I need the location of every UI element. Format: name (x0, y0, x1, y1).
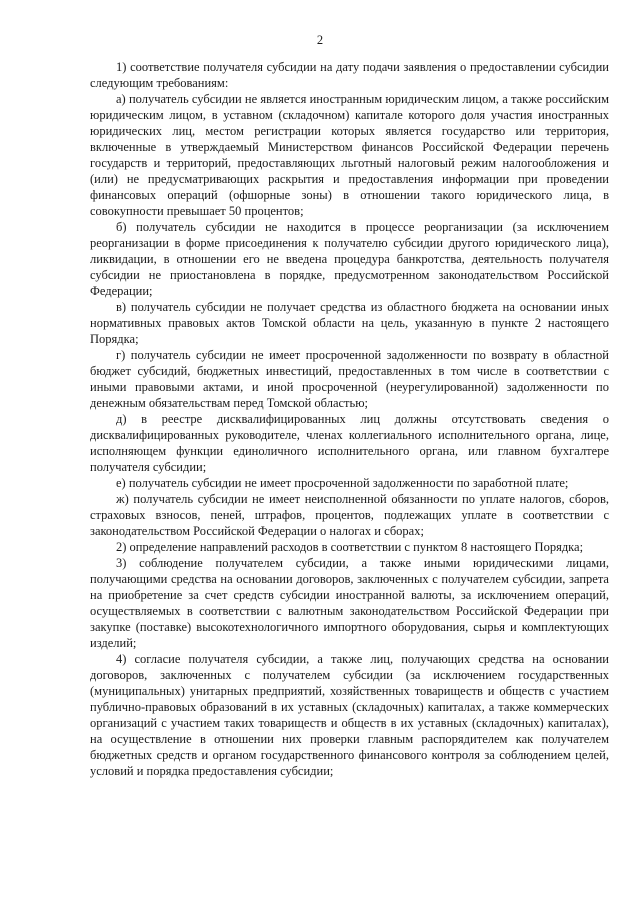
paragraph-1v: в) получатель субсидии не получает средства из областного бюджета на основании иных нормативных правовых актов Томской области на цель, указанную в пункте 2 настоящего Порядка; (90, 300, 609, 346)
paragraph-3: 3) соблюдение получателем субсидии, а также иными юридическими лицами, получающими средства на основании договоров, заключенных с получателем субсидии, запрета на приобретение за счет средств субсидии иностранной валюты, за исключением операций, осуществляемых в соответствии с валютным законодательством Российской Федерации при закупке (поставке) высокотехнологичного импортного оборудования, сырья и комплектующих изделий; (90, 556, 609, 650)
paragraph-1e: е) получатель субсидии не имеет просроченной задолженности по заработной плате; (116, 476, 569, 490)
paragraph-1b: б) получатель субсидии не находится в процессе реорганизации (за исключением реорганизации в форме присоединения к получателю субсидии другого юридического лица), ликвидации, в отношении его не введена процедура банкротства, деятельность получателя субсидии не приостановлена в порядке, предусмотренном законодательством Российской Федерации; (90, 220, 609, 298)
paragraph-2: 2) определение направлений расходов в соответствии с пунктом 8 настоящего Порядка; (116, 540, 584, 554)
paragraph-4: 4) согласие получателя субсидии, а также лиц, получающих средства на основании договоров, заключенных с получателем субсидии (за исключением государственных (муниципальных) унитарных предприятий, хозяйственных товариществ и обществ с участием публично-правовых образований в их уставных (складочных) капиталах, а также коммерческих организаций с участием таких товариществ и обществ в их уставных (складочных) капиталах), на осуществление в отношении них проверки главным распорядителем как получателем бюджетных средств и органом государственного финансового контроля за соблюдением целей, условий и порядка предоставления субсидии; (90, 652, 609, 778)
page-number: 2 (316, 33, 324, 47)
paragraph-1d: д) в реестре дисквалифицированных лиц должны отсутствовать сведения о дисквалифицированных руководителе, членах коллегиального исполнительного органа, лице, исполняющем функции единоличного исполнительного органа, или главном бухгалтере получателя субсидии; (90, 412, 609, 474)
paragraph-1a: а) получатель субсидии не является иностранным юридическим лицом, а также российским юридическим лицом, в уставном (складочном) капитале которого доля участия иностранных юридических лиц, местом регистрации которых является государство или территория, включенные в утверждаемый Министерством финансов Российской Федерации перечень государств и территорий, предоставляющих льготный налоговый режим налогообложения и (или) не предусматривающих раскрытия и предоставления информации при проведении финансовых операций (офшорные зоны) в отношении такого юридического лица, в совокупности превышает 50 процентов; (90, 92, 609, 218)
document-body (90, 59, 609, 779)
paragraph-1: 1) соответствие получателя субсидии на дату подачи заявления о предоставлении субсидии следующим требованиям: (90, 60, 609, 90)
paragraph-1g: г) получатель субсидии не имеет просроченной задолженности по возврату в областной бюджет субсидий, бюджетных инвестиций, предоставленных в том числе в соответствии с иными правовыми актами, и иной просроченной (неурегулированной) задолженности по денежным обязательствам перед Томской областью; (90, 348, 609, 410)
paragraph-1zh: ж) получатель субсидии не имеет неисполненной обязанности по уплате налогов, сборов, страховых взносов, пеней, штрафов, процентов, подлежащих уплате в соответствии с законодательством Российской Федерации о налогах и сборах; (90, 492, 609, 538)
